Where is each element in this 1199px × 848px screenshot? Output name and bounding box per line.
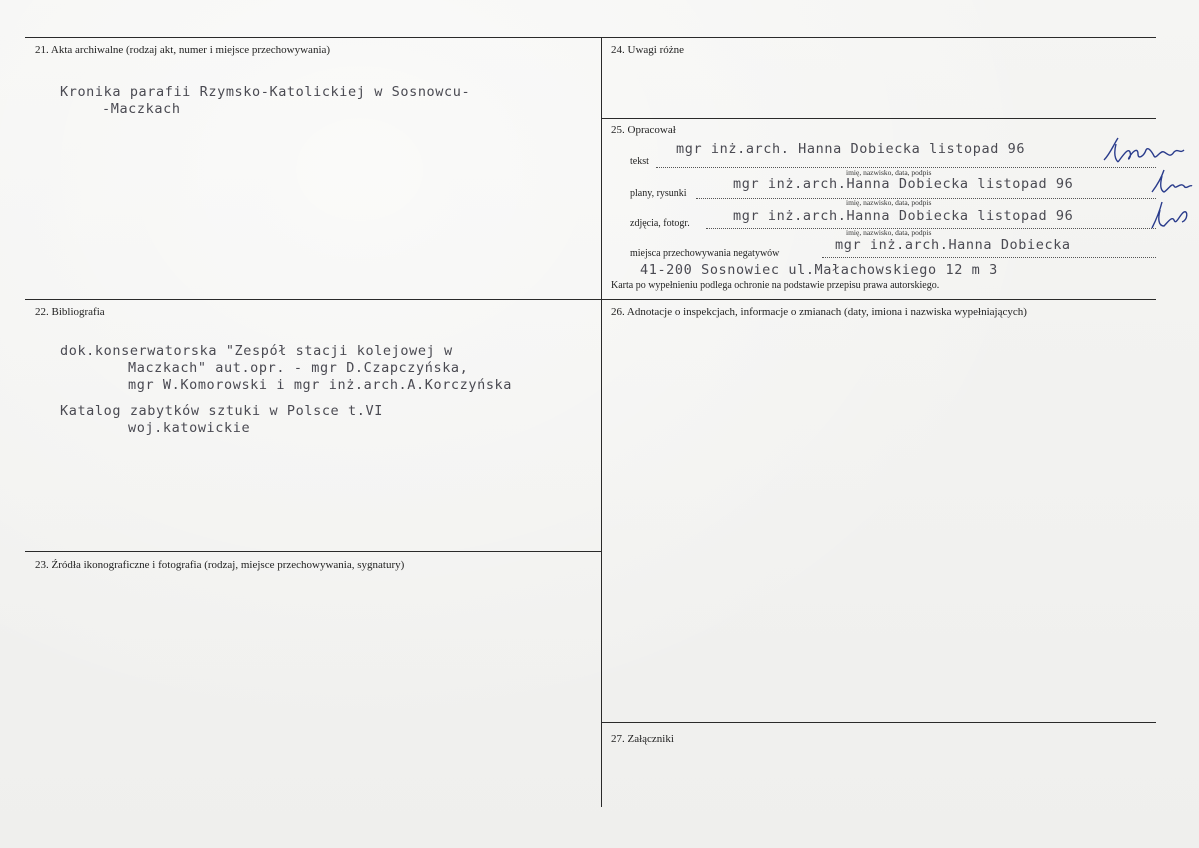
section-22-label: 22. Bibliografia xyxy=(35,306,105,318)
section-22-line-4: Katalog zabytków sztuki w Polsce t.VI xyxy=(60,403,383,419)
divider-21-22 xyxy=(25,299,1156,300)
section-26-label: 26. Adnotacje o inspekcjach, informacje o zmianach (daty, imiona i nazwiska wypełniających) xyxy=(611,306,1027,318)
section-22-line-2: Maczkach" aut.opr. - mgr D.Czapczyńska, xyxy=(128,360,469,376)
signature-2-icon xyxy=(1148,168,1194,198)
section-23-label: 23. Źródła ikonograficzne i fotografia (rodzaj, miejsce przechowywania, sygnatury) xyxy=(35,559,405,571)
divider-22-23 xyxy=(25,551,601,552)
section-22-line-1: dok.konserwatorska "Zespół stacji kolejowej w xyxy=(60,343,453,359)
row-tekst-label: tekst xyxy=(630,156,649,167)
section-21-line-2: -Maczkach xyxy=(102,101,181,117)
section-25-label: 25. Opracował xyxy=(611,124,676,136)
divider-24-25 xyxy=(601,118,1156,119)
row-plany-value: mgr inż.arch.Hanna Dobiecka listopad 96 xyxy=(733,176,1074,192)
row-zdjecia-label: zdjęcia, fotogr. xyxy=(630,218,690,229)
row-tekst-caption: imię, nazwisko, data, podpis xyxy=(846,168,932,177)
row-negatywy-value: mgr inż.arch.Hanna Dobiecka xyxy=(835,237,1071,253)
row-tekst-value: mgr inż.arch. Hanna Dobiecka listopad 96 xyxy=(676,141,1026,157)
row-negatywy-dots xyxy=(822,257,1156,258)
address-line: 41-200 Sosnowiec ul.Małachowskiego 12 m 3 xyxy=(640,262,998,278)
row-zdjecia-value: mgr inż.arch.Hanna Dobiecka listopad 96 xyxy=(733,208,1074,224)
row-negatywy-label: miejsca przechowywania negatywów xyxy=(630,248,780,259)
copyright-note: Karta po wypełnieniu podlega ochronie na podstawie przepisu prawa autorskiego. xyxy=(611,280,940,291)
top-border xyxy=(25,37,1156,38)
signature-3-icon xyxy=(1146,200,1192,234)
divider-26-27 xyxy=(601,722,1156,723)
row-plany-label: plany, rysunki xyxy=(630,188,687,199)
section-27-label: 27. Załączniki xyxy=(611,733,674,745)
section-22-line-5: woj.katowickie xyxy=(128,420,251,436)
row-zdjecia-caption: imię, nazwisko, data, podpis xyxy=(846,228,932,237)
section-24-label: 24. Uwagi różne xyxy=(611,44,685,56)
row-plany-caption: imię, nazwisko, data, podpis xyxy=(846,198,932,207)
signature-1-icon xyxy=(1100,134,1186,168)
center-divider xyxy=(601,37,602,807)
section-21-label: 21. Akta archiwalne (rodzaj akt, numer i miejsce przechowywania) xyxy=(35,44,331,56)
section-22-line-3: mgr W.Komorowski i mgr inż.arch.A.Korczyńska xyxy=(128,377,513,393)
section-21-line-1: Kronika parafii Rzymsko-Katolickiej w Sosnowcu- xyxy=(60,84,471,100)
